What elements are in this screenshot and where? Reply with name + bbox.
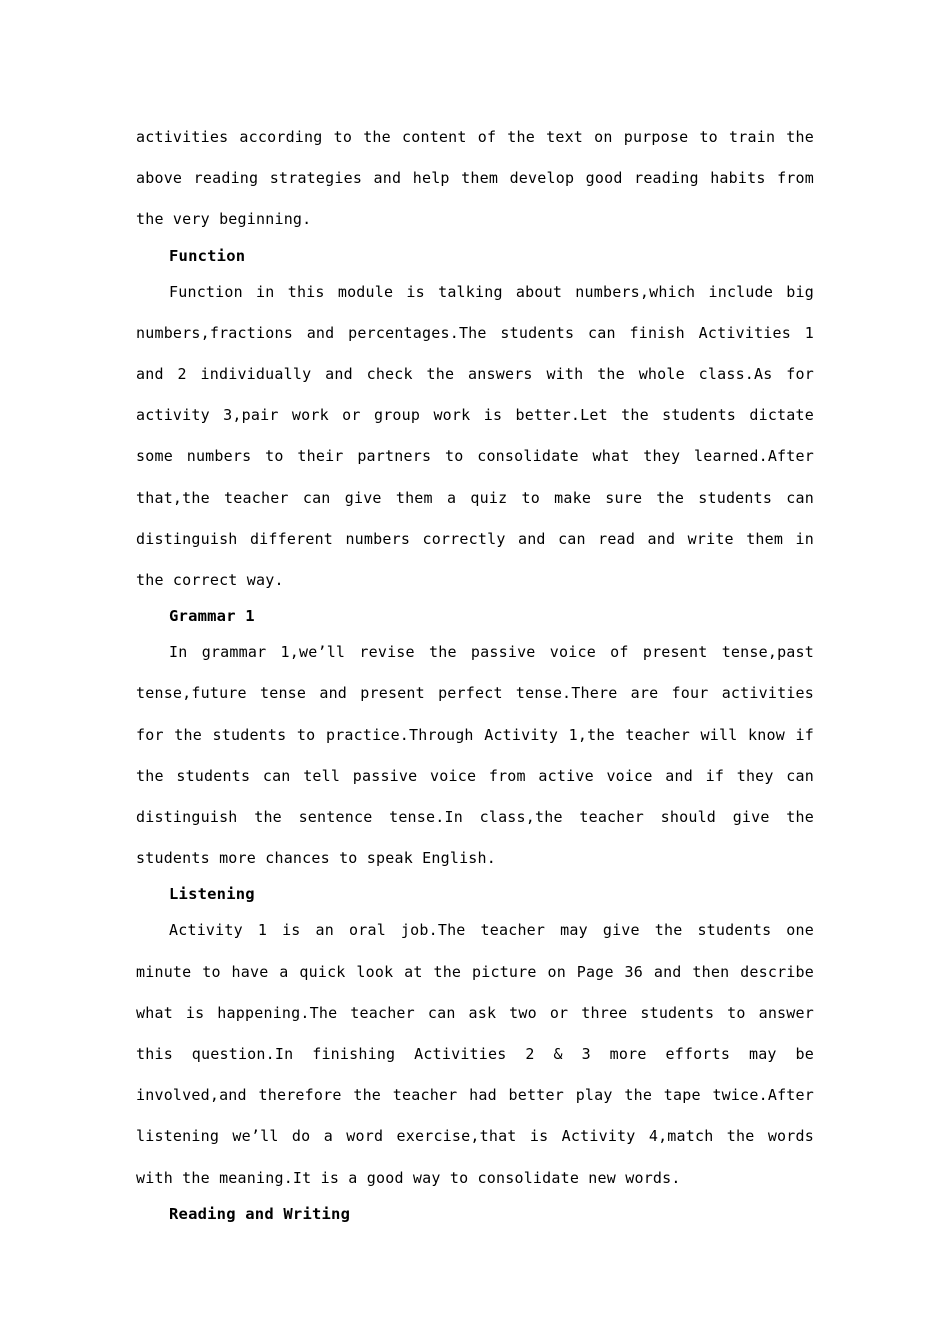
section-paragraph-grammar-1: In grammar 1,we’ll revise the passive voice of present tense,past tense,future tense and present perfect tense.There are four activities for the students to practice.Through Activity 1,the teacher will know if the students can tell passive voice from active voice and if they can distinguish the sentence tense.In class,the teacher should give the students more chances to speak English.: [136, 643, 814, 868]
section-paragraph-listening: Activity 1 is an oral job.The teacher may give the students one minute to have a quick look at the picture on Page 36 and then describe what is happening.The teacher can ask two or three students to answer this question.In finishing Activities 2 & 3 more efforts may be involved,and therefore the teacher had better play the tape twice.After listening we’ll do a word exercise,that is Activity 4,match the words with the meaning.It is a good way to consolidate new words.: [136, 921, 814, 1187]
document-page: [136, 117, 814, 1230]
section-heading-grammar-1: Grammar 1: [169, 607, 255, 626]
intro-paragraph: activities according to the content of the text on purpose to train the above reading strategies and help them develop good reading habits from the very beginning.: [136, 128, 814, 229]
section-heading-reading-and-writing: Reading and Writing: [169, 1204, 351, 1223]
section-heading-listening: Listening: [169, 885, 255, 904]
section-heading-function: Function: [169, 246, 246, 265]
section-paragraph-function: Function in this module is talking about numbers,which include big numbers,fractions and percentages.The students can finish Activities 1 and 2 individually and check the answers with the whole class.As for activity 3,pair work or group work is better.Let the students dictate some numbers to their partners to consolidate what they learned.After that,the teacher can give them a quiz to make sure the students can distinguish different numbers correctly and can read and write them in the correct way.: [136, 282, 814, 590]
